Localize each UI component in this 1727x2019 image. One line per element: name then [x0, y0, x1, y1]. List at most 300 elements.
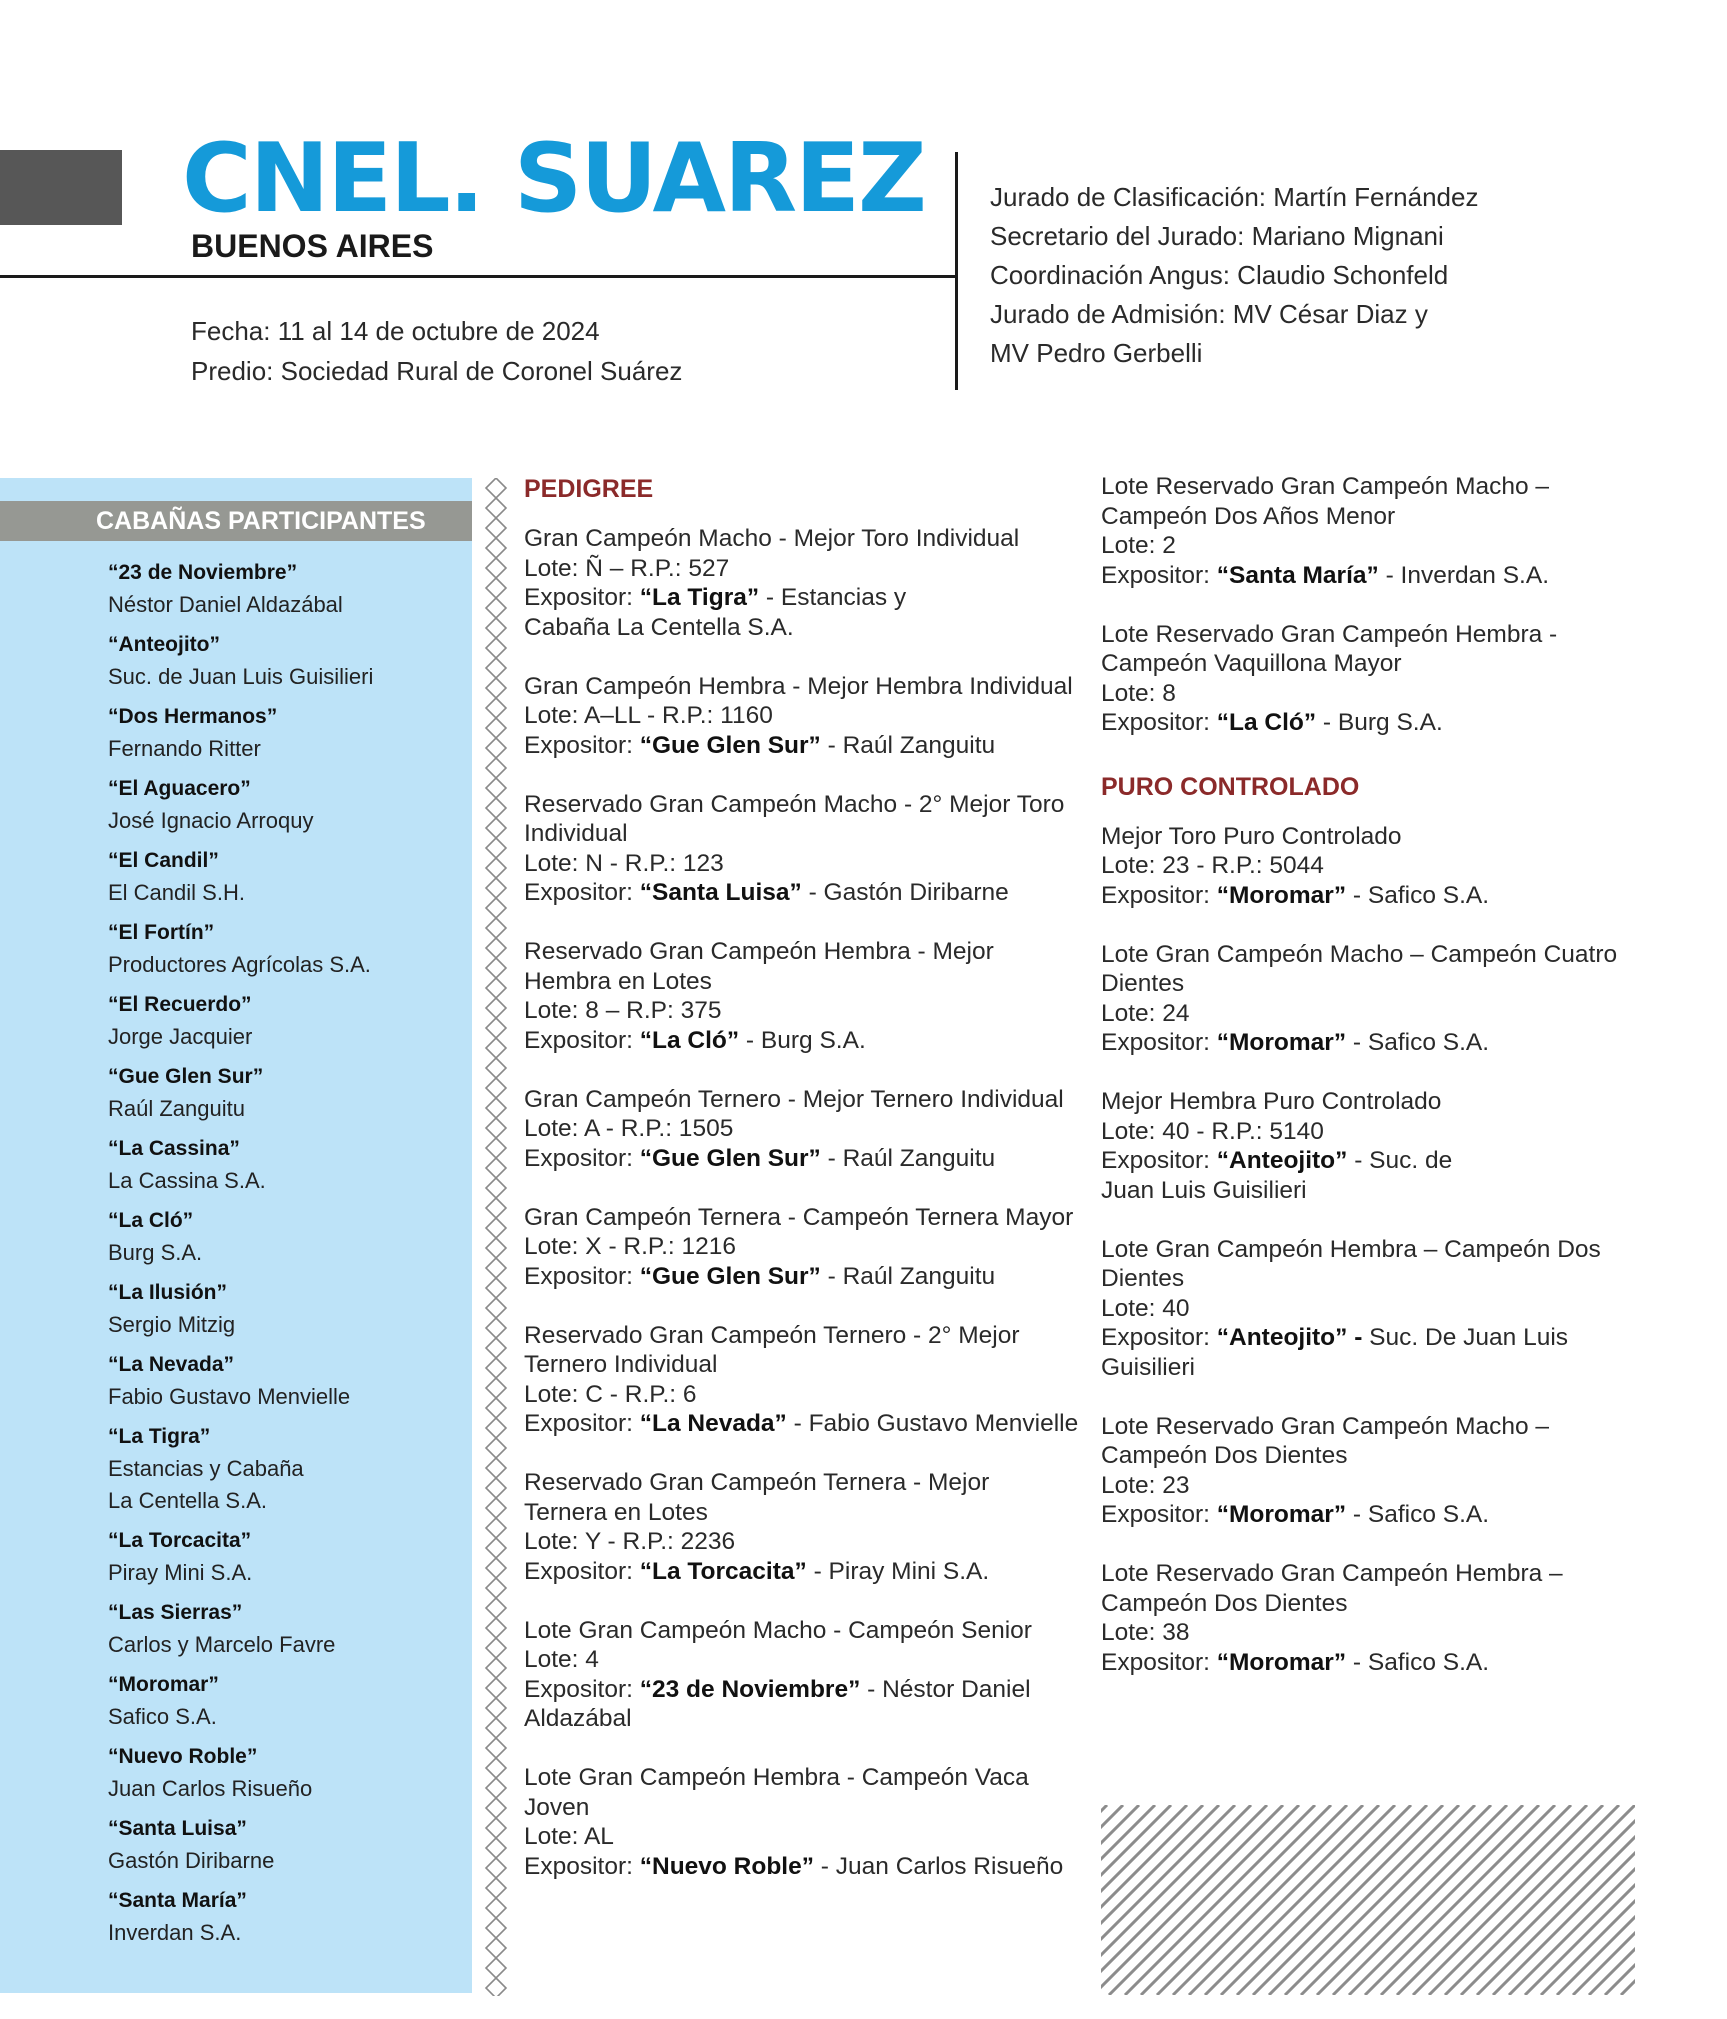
- hatch-line: [1141, 1805, 1331, 1995]
- diamond-shape: [486, 1938, 506, 1958]
- diamond-chain-divider: [484, 478, 508, 1996]
- cabana-item: [108, 1741, 468, 1805]
- award-title: Lote Gran Campeón Hembra - Campeón Vaca Joven: [524, 1764, 1029, 1821]
- cabana-item: [108, 1349, 468, 1413]
- expositor-owner: - Raúl Zanguitu: [820, 1262, 996, 1290]
- award-lote: Lote: N - R.P.: 123: [524, 849, 724, 877]
- expositor-owner: - Safico S.A.: [1346, 1501, 1490, 1528]
- expositor-owner: - Estancias y Cabaña La Centella S.A.: [524, 584, 907, 641]
- sidebar-heading: CABAÑAS PARTICIPANTES: [0, 501, 472, 541]
- expositor-cabana: “Santa María”: [1216, 561, 1379, 589]
- hatch-line: [1349, 1805, 1539, 1995]
- award-expositor: [1101, 1146, 1701, 1205]
- diamond-shape: [486, 1478, 506, 1498]
- diamond-shape: [486, 1058, 506, 1078]
- diamond-shape: [486, 918, 506, 938]
- award-entry: [524, 937, 1084, 1055]
- expositor-label: Expositor:: [1101, 709, 1217, 736]
- cabana-item: [108, 701, 468, 765]
- diamond-shape: [486, 1038, 506, 1058]
- expositor-label: Expositor:: [524, 1262, 640, 1290]
- award-lote: Lote: AL: [524, 1823, 614, 1850]
- cabana-owner: Fernando Ritter: [108, 736, 261, 761]
- diamond-shape: [486, 818, 506, 838]
- cabana-owner: La Cassina S.A.: [108, 1168, 266, 1193]
- diamond-shape: [486, 758, 506, 778]
- pedigree-heading: PEDIGREE: [524, 475, 654, 503]
- diamond-shape: [486, 1598, 506, 1618]
- diamond-shape: [486, 1838, 506, 1858]
- expositor-cabana: “La Cló”: [639, 1026, 740, 1054]
- expositor-label: Expositor:: [1101, 1029, 1217, 1056]
- expositor-label: Expositor:: [524, 1675, 640, 1703]
- diamond-shape: [486, 518, 506, 538]
- expositor-owner: - Fabio Gustavo Menvielle: [786, 1410, 1079, 1437]
- cabana-name: “La Nevada”: [108, 1353, 235, 1376]
- award-lote: Lote: 40 - R.P.: 5140: [1101, 1117, 1324, 1145]
- diamond-shape: [486, 1658, 506, 1678]
- diamond-shape: [486, 1118, 506, 1138]
- expositor-label: Expositor:: [1101, 881, 1217, 909]
- cabana-name: “El Candil”: [108, 849, 219, 872]
- diamond-shape: [486, 978, 506, 998]
- diamond-shape: [486, 598, 506, 618]
- hatch-line: [1301, 1805, 1491, 1995]
- expositor-cabana: “Nuevo Roble”: [639, 1852, 814, 1880]
- expositor-owner: - Piray Mini S.A.: [806, 1557, 990, 1585]
- expositor-label: Expositor:: [524, 731, 640, 759]
- cabana-name: “El Fortín”: [108, 921, 215, 944]
- diamond-shape: [486, 778, 506, 798]
- cabana-item: [108, 1813, 468, 1877]
- award-expositor: [1101, 881, 1701, 911]
- cabana-name: “El Recuerdo”: [108, 993, 252, 1016]
- expositor-cabana: “Gue Glen Sur”: [639, 1144, 821, 1172]
- header-vertical-divider: [955, 152, 958, 390]
- cabana-name: “Las Sierras”: [108, 1601, 243, 1624]
- diamond-shape: [486, 1418, 506, 1438]
- diamond-shape: [486, 1238, 506, 1258]
- cabana-item: [108, 629, 468, 693]
- hatch-line: [1157, 1805, 1347, 1995]
- diamond-shape: [486, 1538, 506, 1558]
- jury-line: Jurado de Clasificación: Martín Fernández: [990, 182, 1479, 212]
- award-entry: [1101, 472, 1701, 590]
- cabana-owner: Jorge Jacquier: [108, 1024, 253, 1049]
- diamond-shape: [486, 1278, 506, 1298]
- diamond-shape: [486, 1218, 506, 1238]
- expositor-label: Expositor:: [524, 1410, 640, 1437]
- diamond-shape: [486, 1878, 506, 1898]
- expositor-owner: - Juan Carlos Risueño: [814, 1852, 1064, 1880]
- cabana-item: [108, 845, 468, 909]
- cabana-item: [108, 1597, 468, 1661]
- event-date: Fecha: 11 al 14 de octubre de 2024: [191, 316, 600, 346]
- diamond-shape: [486, 1678, 506, 1698]
- diamond-shape: [486, 1198, 506, 1218]
- diamond-shape: [486, 1498, 506, 1518]
- award-entry: [524, 790, 1084, 908]
- award-entry: [1101, 940, 1701, 1058]
- puro-controlado-heading: PURO CONTROLADO: [1101, 772, 1360, 801]
- award-expositor: [524, 1409, 1084, 1439]
- right-column: [1101, 472, 1701, 1707]
- diamond-shape: [486, 1718, 506, 1738]
- pedigree-awards-continued: [1101, 472, 1701, 738]
- expositor-cabana: “Moromar”: [1216, 1648, 1347, 1676]
- award-lote: Lote: 8: [1101, 679, 1176, 707]
- hatch-decoration: [1101, 1805, 1635, 1995]
- cabana-name: “La Cló”: [108, 1209, 194, 1232]
- award-lote: Lote: 23: [1101, 1471, 1190, 1499]
- diamond-shape: [486, 678, 506, 698]
- cabana-owner: Juan Carlos Risueño: [108, 1776, 313, 1801]
- award-title: Gran Campeón Ternera - Campeón Ternera Mayor: [524, 1203, 1074, 1231]
- expositor-cabana: “Moromar”: [1216, 1029, 1347, 1056]
- cabana-name: “La Cassina”: [108, 1137, 240, 1160]
- expositor-label: Expositor:: [1101, 1324, 1217, 1351]
- cabana-item: [108, 1061, 468, 1125]
- award-title: Gran Campeón Hembra - Mejor Hembra Individual: [524, 672, 1073, 700]
- award-entry: [524, 672, 1084, 761]
- cabana-owner: Inverdan S.A.: [108, 1920, 242, 1945]
- award-title: Reservado Gran Campeón Ternera - Mejor Ternera en Lotes: [524, 1469, 990, 1526]
- hatch-line: [1333, 1805, 1523, 1995]
- cabana-owner: El Candil S.H.: [108, 880, 245, 905]
- cabana-name: “La Tigra”: [108, 1425, 211, 1448]
- hatch-line: [1589, 1805, 1635, 1995]
- header-gray-block: [0, 150, 122, 225]
- jury-line: MV Pedro Gerbelli: [990, 338, 1203, 368]
- diamond-shape: [486, 998, 506, 1018]
- diamond-shape: [486, 1918, 506, 1938]
- cabana-name: “El Aguacero”: [108, 777, 251, 800]
- pedigree-column: [524, 472, 1084, 1911]
- award-title: Reservado Gran Campeón Ternero - 2° Mejor Ternero Individual: [524, 1321, 1020, 1378]
- diamond-shape: [486, 538, 506, 558]
- cabana-item: [108, 1133, 468, 1197]
- diamond-shape: [486, 1018, 506, 1038]
- hatch-line: [1221, 1805, 1411, 1995]
- diamond-shape: [486, 1638, 506, 1658]
- diamond-shape: [486, 1098, 506, 1118]
- jury-line: Jurado de Admisión: MV César Diaz y: [990, 299, 1428, 329]
- expositor-label: Expositor:: [1101, 1648, 1217, 1676]
- cabana-item: [108, 557, 468, 621]
- expositor-label: Expositor:: [524, 879, 640, 906]
- cabana-item: [108, 1669, 468, 1733]
- cabana-name: “La Ilusión”: [108, 1281, 228, 1304]
- diamond-shape: [486, 1358, 506, 1378]
- diamond-shape: [486, 718, 506, 738]
- award-expositor: [524, 1557, 1084, 1587]
- hatch-line: [1317, 1805, 1507, 1995]
- event-venue: Predio: Sociedad Rural de Coronel Suárez: [191, 356, 683, 386]
- award-expositor: [524, 1026, 1084, 1056]
- diamond-shape: [486, 498, 506, 518]
- cabana-owner: Burg S.A.: [108, 1240, 203, 1265]
- award-expositor: [1101, 708, 1701, 738]
- diamond-shape: [486, 1518, 506, 1538]
- diamond-shape: [486, 658, 506, 678]
- cabana-item: [108, 1205, 468, 1269]
- diamond-shape: [486, 1378, 506, 1398]
- expositor-label: Expositor:: [524, 1557, 640, 1585]
- award-title: Lote Gran Campeón Hembra – Campeón Dos Dientes: [1101, 1235, 1601, 1292]
- diamond-shape: [486, 1158, 506, 1178]
- award-lote: Lote: Ñ – R.P.: 527: [524, 554, 730, 582]
- expositor-cabana: “Gue Glen Sur”: [639, 731, 821, 759]
- award-title: Lote Reservado Gran Campeón Macho – Campeón Dos Años Menor: [1101, 473, 1550, 530]
- diamond-shape: [486, 1138, 506, 1158]
- hatch-line: [1173, 1805, 1363, 1995]
- hatch-line: [1397, 1805, 1587, 1995]
- hatch-line: [1445, 1805, 1635, 1995]
- award-expositor: [524, 1675, 1084, 1734]
- award-entry: [1101, 1087, 1701, 1205]
- award-lote: Lote: 40: [1101, 1294, 1190, 1322]
- hatch-line: [1269, 1805, 1459, 1995]
- award-entry: [1101, 1559, 1701, 1677]
- award-entry: [524, 1321, 1084, 1439]
- award-entry: [524, 1203, 1084, 1292]
- diamond-shape: [486, 1818, 506, 1838]
- expositor-label: Expositor:: [524, 584, 640, 611]
- award-entry: [524, 1763, 1084, 1881]
- hatch-line: [1461, 1805, 1635, 1995]
- diamond-shape: [486, 638, 506, 658]
- diamond-shape: [486, 938, 506, 958]
- award-expositor: [1101, 1323, 1701, 1382]
- award-expositor: [524, 583, 1084, 642]
- award-title: Lote Gran Campeón Macho – Campeón Cuatro Dientes: [1101, 940, 1618, 997]
- hatch-line: [1413, 1805, 1603, 1995]
- expositor-cabana: “Moromar”: [1216, 881, 1347, 909]
- cabana-owner: José Ignacio Arroquy: [108, 808, 314, 833]
- diamond-shape: [486, 738, 506, 758]
- event-info: [191, 311, 682, 391]
- pedigree-awards: [524, 524, 1084, 1881]
- award-entry: [1101, 1412, 1701, 1530]
- award-entry: [1101, 1235, 1701, 1383]
- expositor-cabana: “Moromar”: [1216, 1501, 1347, 1528]
- diamond-shape: [486, 1578, 506, 1598]
- hatch-line: [1253, 1805, 1443, 1995]
- award-title: Reservado Gran Campeón Hembra - Mejor Hembra en Lotes: [524, 938, 994, 995]
- expositor-cabana: “La Cló”: [1216, 709, 1317, 736]
- diamond-shape: [486, 478, 506, 498]
- cabana-item: [108, 773, 468, 837]
- cabana-item: [108, 1277, 468, 1341]
- hatch-line: [1237, 1805, 1427, 1995]
- diamond-shape: [486, 878, 506, 898]
- expositor-label: Expositor:: [1101, 561, 1217, 589]
- jury-info: [990, 178, 1478, 373]
- expositor-label: Expositor:: [524, 1026, 640, 1054]
- header-divider: [0, 275, 956, 278]
- award-expositor: [524, 1144, 1084, 1174]
- hatch-line: [1109, 1805, 1299, 1995]
- expositor-owner: - Safico S.A.: [1346, 1029, 1490, 1056]
- award-title: Lote Reservado Gran Campeón Hembra – Campeón Dos Dientes: [1101, 1560, 1563, 1617]
- award-title: Mejor Hembra Puro Controlado: [1101, 1088, 1442, 1115]
- diamond-shape: [486, 1778, 506, 1798]
- cabana-owner: Néstor Daniel Aldazábal: [108, 592, 343, 617]
- cabana-name: “Gue Glen Sur”: [108, 1065, 264, 1088]
- cabana-name: “Anteojito”: [108, 633, 220, 656]
- expositor-label: Expositor:: [524, 1852, 640, 1880]
- expositor-owner: - Inverdan S.A.: [1378, 561, 1550, 589]
- award-lote: Lote: 38: [1101, 1619, 1190, 1646]
- cabanas-sidebar: [0, 478, 472, 1993]
- award-lote: Lote: 24: [1101, 999, 1190, 1027]
- cabana-name: “Santa Luisa”: [108, 1817, 247, 1840]
- expositor-owner: - Raúl Zanguitu: [820, 1144, 996, 1172]
- award-lote: Lote: Y - R.P.: 2236: [524, 1528, 736, 1555]
- expositor-cabana: “La Nevada”: [639, 1410, 787, 1437]
- award-title: Lote Reservado Gran Campeón Hembra - Campeón Vaquillona Mayor: [1101, 620, 1558, 677]
- page-subtitle: BUENOS AIRES: [191, 228, 434, 264]
- cabana-name: “Dos Hermanos”: [108, 705, 278, 728]
- hatch-line: [1125, 1805, 1315, 1995]
- diamond-shape: [486, 1858, 506, 1878]
- award-title: Gran Campeón Ternero - Mejor Ternero Individual: [524, 1085, 1064, 1113]
- award-expositor: [524, 1852, 1084, 1882]
- award-title: Lote Reservado Gran Campeón Macho – Campeón Dos Dientes: [1101, 1412, 1550, 1469]
- expositor-cabana: “23 de Noviembre”: [639, 1675, 861, 1703]
- expositor-owner: - Burg S.A.: [1316, 709, 1443, 736]
- award-entry: [1101, 822, 1701, 911]
- cabana-owner: Piray Mini S.A.: [108, 1560, 253, 1585]
- diamond-shape: [486, 1298, 506, 1318]
- award-expositor: [1101, 1028, 1701, 1058]
- award-expositor: [1101, 1648, 1701, 1678]
- diamond-shape: [486, 1758, 506, 1778]
- award-entry: [524, 1616, 1084, 1734]
- expositor-owner: - Raúl Zanguitu: [820, 731, 996, 759]
- jury-line: Secretario del Jurado: Mariano Mignani: [990, 221, 1444, 251]
- cabana-owner: Carlos y Marcelo Favre: [108, 1632, 336, 1657]
- diamond-shape: [486, 1798, 506, 1818]
- diamond-shape: [486, 858, 506, 878]
- award-entry: [1101, 620, 1701, 738]
- award-expositor: [1101, 561, 1701, 591]
- diamond-shape: [486, 1178, 506, 1198]
- expositor-owner: - Gastón Diribarne: [801, 879, 1009, 906]
- diamond-shape: [486, 1458, 506, 1478]
- award-lote: Lote: 23 - R.P.: 5044: [1101, 852, 1324, 879]
- cabana-item: [108, 989, 468, 1053]
- award-expositor: [1101, 1500, 1701, 1530]
- expositor-cabana: “Gue Glen Sur”: [639, 1262, 821, 1290]
- award-expositor: [524, 731, 1084, 761]
- cabana-owner: Fabio Gustavo Menvielle: [108, 1384, 351, 1409]
- cabana-owner: Raúl Zanguitu: [108, 1096, 245, 1121]
- cabana-name: “La Torcacita”: [108, 1529, 252, 1552]
- jury-line: Coordinación Angus: Claudio Schonfeld: [990, 260, 1449, 290]
- puro-controlado-awards: [1101, 822, 1701, 1678]
- diamond-shape: [486, 838, 506, 858]
- expositor-owner: - Safico S.A.: [1346, 881, 1490, 909]
- award-expositor: [524, 1262, 1084, 1292]
- award-title: Mejor Toro Puro Controlado: [1101, 822, 1402, 850]
- diamond-shape: [486, 1338, 506, 1358]
- award-lote: Lote: A - R.P.: 1505: [524, 1115, 734, 1142]
- cabana-item: [108, 1421, 468, 1517]
- award-title: Gran Campeón Macho - Mejor Toro Individual: [524, 525, 1020, 552]
- award-expositor: [524, 878, 1084, 908]
- hatch-line: [1493, 1805, 1635, 1995]
- expositor-label: Expositor:: [1101, 1501, 1217, 1528]
- diamond-shape: [486, 1698, 506, 1718]
- diamond-shape: [486, 1558, 506, 1578]
- hatch-line: [1381, 1805, 1571, 1995]
- cabana-name: “Nuevo Roble”: [108, 1745, 258, 1768]
- diamond-shape: [486, 1398, 506, 1418]
- award-title: Lote Gran Campeón Macho - Campeón Senior: [524, 1616, 1032, 1644]
- cabana-item: [108, 917, 468, 981]
- diamond-shape: [486, 898, 506, 918]
- expositor-cabana: “Anteojito” -: [1216, 1324, 1363, 1351]
- cabana-owner: Sergio Mitzig: [108, 1312, 236, 1337]
- award-entry: [524, 1468, 1084, 1586]
- diamond-shape: [486, 1898, 506, 1918]
- award-lote: Lote: C - R.P.: 6: [524, 1380, 697, 1408]
- cabana-owner: Suc. de Juan Luis Guisilieri: [108, 664, 374, 689]
- hatch-line: [1189, 1805, 1379, 1995]
- cabana-owner: Estancias y Cabaña La Centella S.A.: [108, 1456, 304, 1513]
- cabana-owner: Gastón Diribarne: [108, 1848, 275, 1873]
- diamond-shape: [486, 1618, 506, 1638]
- award-lote: Lote: A–LL - R.P.: 1160: [524, 702, 773, 729]
- award-lote: Lote: 8 – R.P: 375: [524, 997, 722, 1024]
- cabana-name: “Santa María”: [108, 1889, 247, 1912]
- expositor-owner: - Suc. de Juan Luis Guisilieri: [1101, 1147, 1453, 1204]
- diamond-shape: [486, 1438, 506, 1458]
- expositor-cabana: “La Torcacita”: [639, 1557, 807, 1585]
- expositor-owner: Suc. De Juan Luis Guisilieri: [1101, 1324, 1569, 1381]
- hatch-line: [1365, 1805, 1555, 1995]
- expositor-owner: - Safico S.A.: [1346, 1648, 1490, 1676]
- award-entry: [524, 1085, 1084, 1174]
- diamond-shape: [486, 1078, 506, 1098]
- cabana-name: “23 de Noviembre”: [108, 561, 298, 584]
- diamond-shape: [486, 618, 506, 638]
- diamond-shape: [486, 698, 506, 718]
- expositor-cabana: “La Tigra”: [639, 584, 760, 611]
- expositor-label: Expositor:: [524, 1144, 640, 1172]
- diamond-shape: [486, 1738, 506, 1758]
- expositor-owner: - Burg S.A.: [739, 1026, 866, 1054]
- cabana-owner: Safico S.A.: [108, 1704, 217, 1729]
- cabana-owner: Productores Agrícolas S.A.: [108, 952, 371, 977]
- diamond-shape: [486, 1958, 506, 1978]
- hatch-line: [1429, 1805, 1619, 1995]
- award-lote: Lote: X - R.P.: 1216: [524, 1233, 737, 1260]
- page-title: CNEL. SUAREZ: [182, 124, 925, 234]
- diamond-shape: [486, 958, 506, 978]
- hatch-line: [1205, 1805, 1395, 1995]
- expositor-owner: - Néstor Daniel Aldazábal: [524, 1675, 1031, 1732]
- expositor-cabana: “Anteojito”: [1216, 1147, 1348, 1174]
- cabana-name: “Moromar”: [108, 1673, 219, 1696]
- diamond-shape: [486, 1258, 506, 1278]
- diamond-shape: [486, 1978, 506, 1996]
- hatch-line: [1285, 1805, 1475, 1995]
- cabana-item: [108, 1885, 468, 1949]
- award-lote: Lote: 2: [1101, 532, 1176, 559]
- award-title: Reservado Gran Campeón Macho - 2° Mejor Toro Individual: [524, 790, 1065, 847]
